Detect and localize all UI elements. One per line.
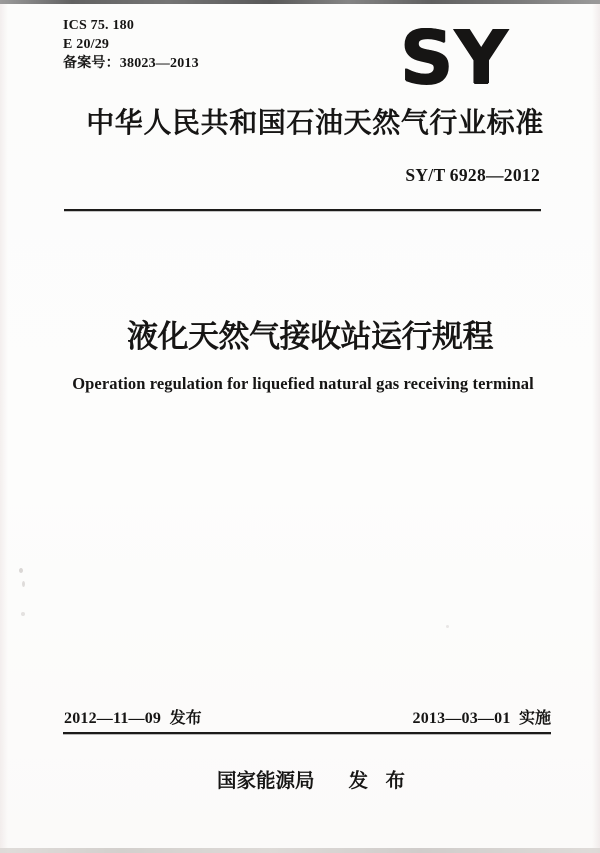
scan-speck: [19, 568, 23, 573]
footer-divider-line: [63, 732, 551, 734]
publish-action-label: 发 布: [348, 770, 411, 792]
publisher-name: 国家能源局: [217, 770, 315, 792]
scan-artifact-top-edge: [0, 0, 600, 4]
issue-date-value: 2012—11—09: [64, 710, 162, 727]
implementation-date: [413, 705, 551, 728]
scan-speck: [22, 581, 25, 587]
dates-row: [64, 705, 551, 728]
implementation-date-label: 实施: [518, 710, 551, 727]
scan-artifact-bottom-edge: [0, 848, 600, 853]
implementation-date-value: 2013—03—01: [412, 710, 511, 727]
issue-date-label: 发布: [169, 710, 202, 727]
ics-code: ICS 75. 180: [63, 18, 135, 33]
publisher-row: [28, 765, 600, 793]
document-title-english: Operation regulation for liquefied natural gas receiving terminal: [72, 374, 534, 393]
standard-number: SY/T 6928—2012: [405, 165, 540, 185]
standard-logo-sy: SY: [400, 15, 509, 101]
document-title-chinese: 液化天然气接收站运行规程: [127, 319, 493, 354]
standard-category-title: 中华人民共和国石油天然气行业标准: [86, 107, 544, 138]
scan-speck: [446, 625, 449, 628]
record-number: 备案号：38023—2013: [63, 56, 199, 71]
classification-code: E 20/29: [63, 37, 110, 52]
meta-block: [63, 16, 199, 73]
issue-date: [64, 705, 202, 728]
header-divider-line: [64, 209, 541, 211]
scan-speck: [21, 612, 25, 616]
